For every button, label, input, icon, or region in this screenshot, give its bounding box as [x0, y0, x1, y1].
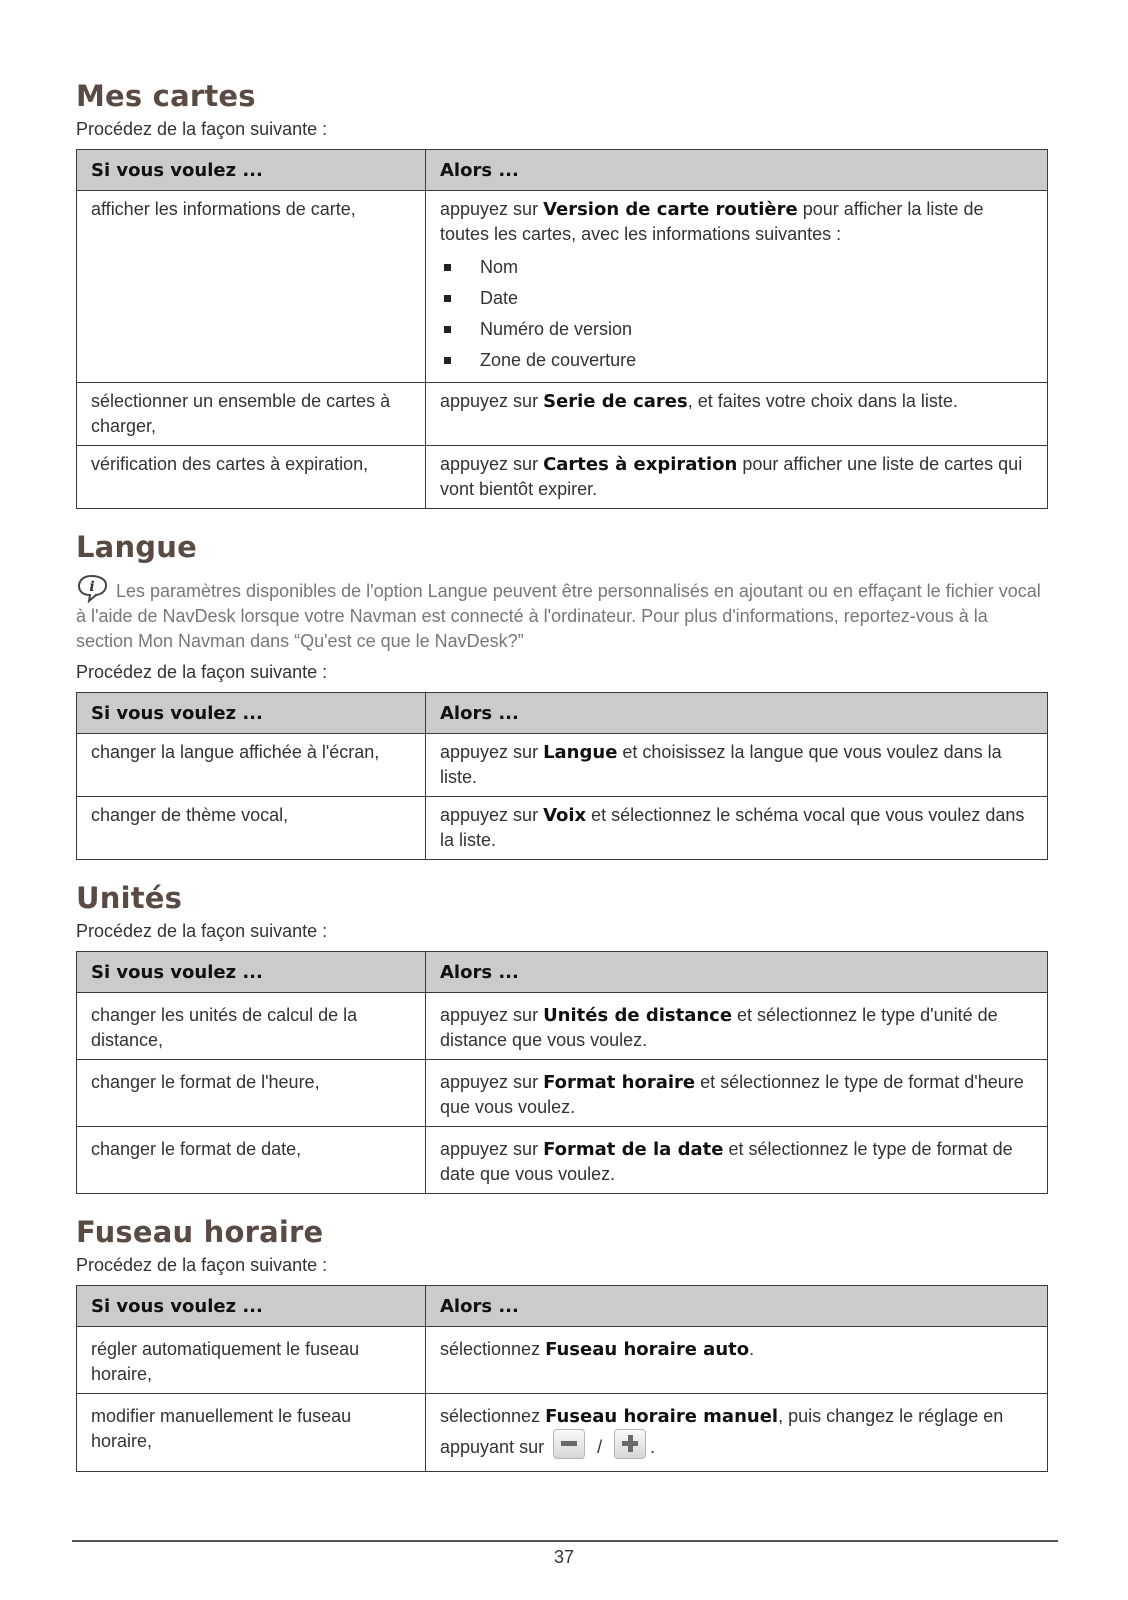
info-note — [76, 573, 1048, 654]
table-row — [77, 1127, 1048, 1194]
cell-action: vérification des cartes à expiration, — [77, 446, 426, 509]
table-fuseau-horaire — [76, 1285, 1048, 1472]
menu-option-name: Format de la date — [543, 1139, 724, 1160]
table-unites — [76, 951, 1048, 1194]
cell-action: sélectionner un ensemble de cartes à charger, — [77, 383, 426, 446]
list-item: Numéro de version — [440, 314, 1033, 345]
cell-result: appuyez sur Unités de distance et sélectionnez le type d'unité de distance que vous voulez. — [426, 993, 1048, 1060]
table-header-row — [77, 693, 1048, 734]
menu-option-name: Version de carte routière — [543, 199, 798, 220]
menu-option-name: Serie de cares — [543, 391, 688, 412]
cell-action: changer le format de date, — [77, 1127, 426, 1194]
header-col-action: Si vous voulez ... — [77, 952, 426, 993]
header-col-result: Alors ... — [426, 693, 1048, 734]
cell-result: sélectionnez Fuseau horaire manuel, puis changez le réglage en appuyant sur / . — [426, 1394, 1048, 1472]
cell-result: appuyez sur Serie de cares, et faites votre choix dans la liste. — [426, 383, 1048, 446]
table-row — [77, 1060, 1048, 1127]
menu-option-name: Cartes à expiration — [543, 454, 738, 475]
section-mes-cartes — [76, 78, 1048, 509]
plus-button-icon — [614, 1429, 646, 1459]
header-col-action: Si vous voulez ... — [77, 1286, 426, 1327]
table-header-row — [77, 1286, 1048, 1327]
section-title: Fuseau horaire — [76, 1215, 324, 1249]
cell-action: régler automatiquement le fuseau horaire, — [77, 1327, 426, 1394]
menu-option-name: Fuseau horaire manuel — [545, 1406, 779, 1427]
table-header-row — [77, 150, 1048, 191]
table-row — [77, 1327, 1048, 1394]
header-col-result: Alors ... — [426, 150, 1048, 191]
header-col-result: Alors ... — [426, 952, 1048, 993]
cell-result: appuyez sur Format de la date et sélectionnez le type de format de date que vous voulez. — [426, 1127, 1048, 1194]
menu-option-name: Fuseau horaire auto — [545, 1339, 750, 1360]
info-note-icon — [76, 573, 110, 603]
minus-button-icon — [553, 1429, 585, 1459]
footer-divider — [72, 1540, 1058, 1542]
table-row — [77, 1394, 1048, 1472]
section-intro: Procédez de la façon suivante : — [76, 119, 328, 139]
menu-option-name: Langue — [543, 742, 618, 763]
table-row — [77, 734, 1048, 797]
cell-result: appuyez sur Version de carte routière pour afficher la liste de toutes les cartes, avec les informations suivantes : Nom Date Numéro de version Zone de couverture — [426, 191, 1048, 383]
cell-action: changer la langue affichée à l'écran, — [77, 734, 426, 797]
table-header-row — [77, 952, 1048, 993]
header-col-action: Si vous voulez ... — [77, 693, 426, 734]
cell-result: appuyez sur Format horaire et sélectionnez le type de format d'heure que vous voulez. — [426, 1060, 1048, 1127]
table-row — [77, 191, 1048, 383]
cell-result: sélectionnez Fuseau horaire auto. — [426, 1327, 1048, 1394]
page-number: 37 — [553, 1547, 575, 1567]
menu-option-name: Format horaire — [543, 1072, 696, 1093]
menu-option-name: Voix — [543, 805, 587, 826]
cell-action: changer le format de l'heure, — [77, 1060, 426, 1127]
cell-result: appuyez sur Voix et sélectionnez le schéma vocal que vous voulez dans la liste. — [426, 797, 1048, 860]
list-item: Zone de couverture — [440, 345, 1033, 376]
table-row — [77, 446, 1048, 509]
section-title: Unités — [76, 881, 183, 915]
cell-result: appuyez sur Langue et choisissez la langue que vous voulez dans la liste. — [426, 734, 1048, 797]
document-page — [76, 78, 1048, 1472]
menu-option-name: Unités de distance — [543, 1005, 733, 1026]
list-item: Nom — [440, 252, 1033, 283]
section-intro: Procédez de la façon suivante : — [76, 921, 328, 941]
table-langue — [76, 692, 1048, 860]
cell-action: modifier manuellement le fuseau horaire, — [77, 1394, 426, 1472]
header-col-result: Alors ... — [426, 1286, 1048, 1327]
section-langue — [76, 529, 1048, 860]
table-mes-cartes — [76, 149, 1048, 509]
cell-action: changer les unités de calcul de la distance, — [77, 993, 426, 1060]
svg-text:i: i — [89, 579, 95, 595]
cell-result: appuyez sur Cartes à expiration pour afficher une liste de cartes qui vont bientôt expirer. — [426, 446, 1048, 509]
section-intro: Procédez de la façon suivante : — [76, 1255, 328, 1275]
section-fuseau-horaire — [76, 1214, 1048, 1472]
section-unites — [76, 880, 1048, 1194]
header-col-action: Si vous voulez ... — [77, 150, 426, 191]
cell-action: changer de thème vocal, — [77, 797, 426, 860]
list-item: Date — [440, 283, 1033, 314]
table-row — [77, 383, 1048, 446]
table-row — [77, 993, 1048, 1060]
section-title: Mes cartes — [76, 79, 256, 113]
note-text: Les paramètres disponibles de l'option Langue peuvent être personnalisés en ajoutant ou en effaçant le fichier vocal à l'aide de NavDesk lorsque votre Navman est connecté à l'ordinateur. Pour plus d'informations, reportez-vous à la section Mon Navman dans “Qu'est ce que le NavDesk?” — [76, 581, 1041, 651]
section-intro: Procédez de la façon suivante : — [76, 662, 328, 682]
cell-action: afficher les informations de carte, — [77, 191, 426, 383]
table-row — [77, 797, 1048, 860]
info-list — [440, 252, 1033, 376]
section-title: Langue — [76, 530, 197, 564]
